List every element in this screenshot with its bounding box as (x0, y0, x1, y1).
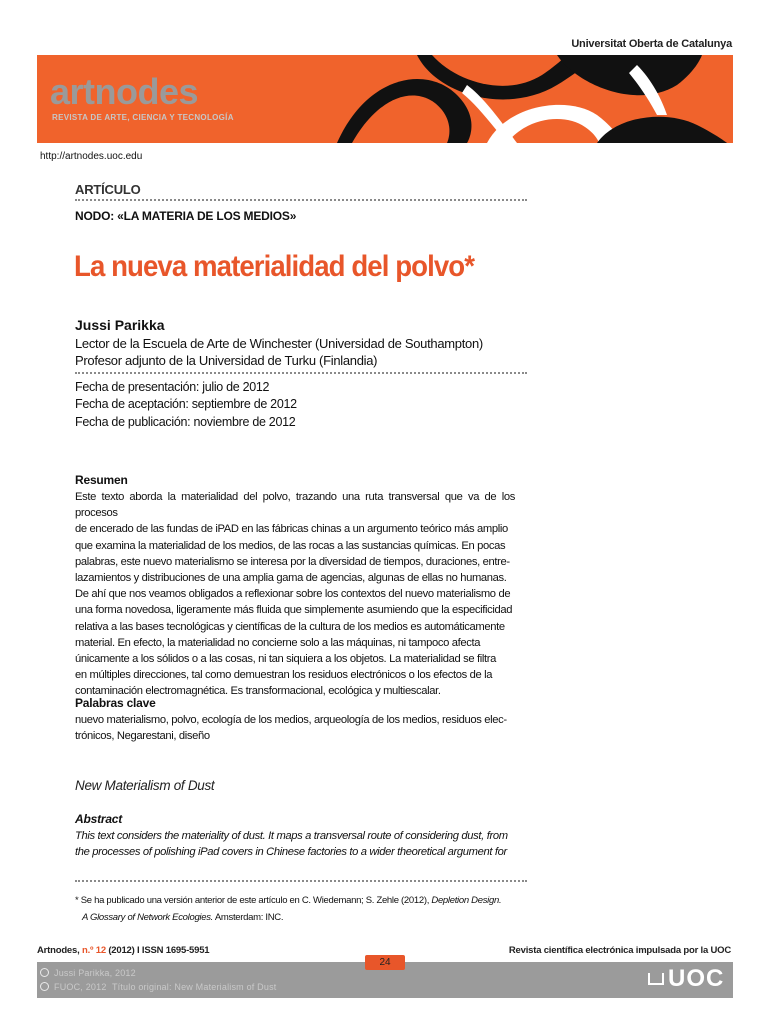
text-line: únicamente a los sólidos o a las cosas, ni tan siquiera a los objetos. La materialidad se filtra (75, 653, 496, 666)
footnote-line (75, 895, 501, 906)
text-line: nuevo materialismo, polvo, ecología de los medios, arqueología de los medios, residuos elec- (75, 714, 507, 726)
article-title: La nueva materialidad del polvo* (74, 250, 475, 283)
node-label: NODO: «LA MATERIA DE LOS MEDIOS» (75, 209, 297, 223)
text-line: de encerado de las fundas de iPAD en las fábricas chinas a un argumento teórico más amplio (75, 523, 508, 536)
original-title: Título original: New Materialism of Dust (111, 982, 277, 992)
copyright-author: Jussi Parikka, 2012 (54, 968, 136, 978)
journal-tagline: REVISTA DE ARTE, CIENCIA Y TECNOLOGÍA (52, 113, 234, 122)
english-title: New Materialism of Dust (75, 778, 215, 793)
text-line: material. En efecto, la materialidad no concierne solo a las máquinas, ni tampoco afecta (75, 636, 481, 649)
text-line: en múltiples direcciones, tal como demuestran los residuos electrónicos o los efectos de la (75, 669, 493, 682)
author-name: Jussi Parikka (75, 317, 165, 333)
journal-logo: artnodes (50, 71, 199, 112)
resumen-text (75, 489, 515, 700)
text-line: contaminación electromagnética. Es transformacional, ecológica y multiescalar. (75, 685, 441, 698)
institution-name: Universitat Oberta de Catalunya (571, 38, 732, 50)
affiliation-line: Profesor adjunto de la Universidad de Turku (Finlandia) (75, 353, 378, 368)
footnote-book-title: Depletion Design. (431, 895, 502, 906)
text-line: que examina la materialidad de los medios, de las rocas a las sustancias químicas. En pocas (75, 539, 506, 552)
abstract-heading: Abstract (75, 812, 123, 826)
text-line: De ahí que nos veamos obligados a reflexionar sobre los contextos del nuevo materialismo de (75, 588, 511, 601)
copyright-fuoc: FUOC, 2012 (54, 982, 107, 992)
uoc-logo-text: UOC (668, 965, 725, 992)
text-line: lazamientos y distribuciones de una amplia gama de agencias, algunas de ellas no humanas. (75, 572, 507, 585)
license-line (40, 968, 136, 978)
text-line: una forma novedosa, ligeramente más fluida que simplemente asumiendo que la especificidad (75, 604, 513, 617)
divider (75, 199, 527, 203)
text-line: the processes of polishing iPad covers in Chinese factories to a wider theoretical argument for (75, 846, 507, 859)
journal-description: Revista científica electrónica impulsada por la UOC (508, 945, 731, 956)
license-line (40, 982, 277, 992)
text-line: relativa a las bases tecnológicas y científicas de la cultura de los medios es automáticamente (75, 620, 505, 633)
divider (75, 880, 527, 884)
resumen-heading: Resumen (75, 473, 128, 487)
uoc-logo (648, 965, 724, 993)
footnote-book-subtitle: A Glossary of Network Ecologies. (82, 912, 214, 923)
cc-icon (40, 968, 49, 977)
abstract-text (75, 828, 515, 860)
text-line: palabras, este nuevo materialismo se interesa por la diversidad de tiempos, duraciones, entre- (75, 555, 510, 568)
date-submitted: Fecha de presentación: julio de 2012 (75, 380, 270, 394)
keywords-heading: Palabras clave (75, 696, 156, 710)
date-published: Fecha de publicación: noviembre de 2012 (75, 415, 296, 429)
text-line: This text considers the materiality of dust. It maps a transversal route of considering dust, from (75, 830, 508, 842)
footnote-text: Amsterdam: INC. (213, 912, 284, 923)
journal-citation (37, 945, 209, 956)
affiliation-line: Lector de la Escuela de Arte de Winchester (Universidad de Southampton) (75, 336, 483, 351)
section-label: ARTÍCULO (75, 182, 141, 197)
footnote-text: * Se ha publicado una versión anterior de este artículo en C. Wiedemann; S. Zehle (2012), (75, 895, 432, 906)
journal-url-link[interactable]: http://artnodes.uoc.edu (40, 151, 143, 162)
journal-name: Artnodes, (37, 945, 82, 956)
uoc-mark-icon (648, 973, 664, 985)
keywords-text (75, 712, 515, 744)
footnote-line (82, 912, 283, 923)
page-number: 24 (365, 955, 405, 970)
date-accepted: Fecha de aceptación: septiembre de 2012 (75, 397, 297, 411)
issn: (2012) I ISSN 1695-5951 (105, 945, 210, 956)
issue-number: n.º 12 (81, 945, 106, 956)
cc-icon (40, 982, 49, 991)
divider (75, 372, 527, 376)
text-line: trónicos, Negarestani, diseño (75, 730, 210, 743)
text-line: Este texto aborda la materialidad del polvo, trazando una ruta transversal que va de los procesos (75, 491, 515, 520)
